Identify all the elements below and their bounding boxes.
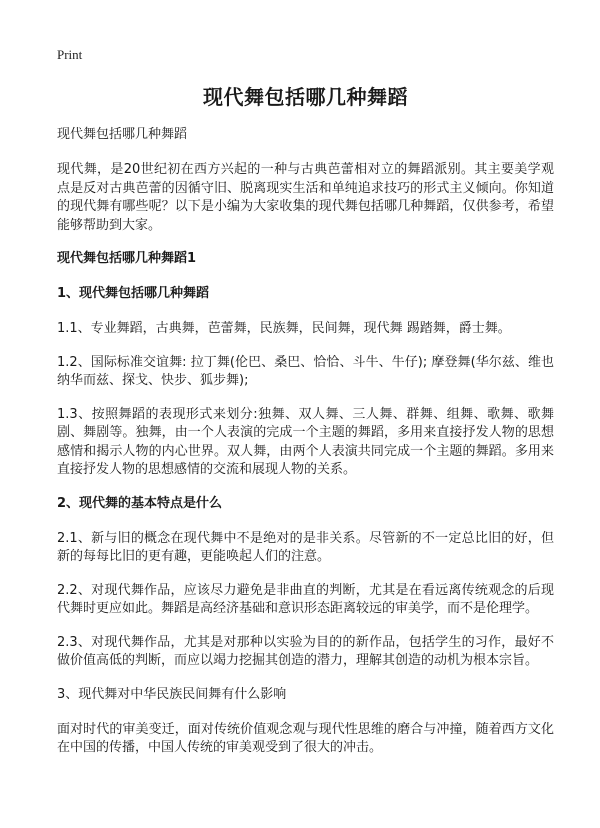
paragraph-1-3: 1.3、按照舞蹈的表现形式来划分:独舞、双人舞、三人舞、群舞、组舞、歌舞、歌舞剧、舞剧等。独舞，由一个人表演的完成一个主题的舞蹈，多用来直接抒发人物的思想感情和揭示人物的内心世界。双人舞，由两个人表演共同完成一个主题的舞蹈。多用来直接抒发人物的思想感情的交流和展现人物的关系。 [57, 406, 554, 477]
heading-folk-dance-influence: 3、现代舞对中华民族民间舞有什么影响 [57, 686, 287, 702]
print-link[interactable]: Print [57, 47, 83, 62]
paragraph-3: 面对时代的审美变迁，面对传统价值观念观与现代性思维的磨合与冲撞，随着西方文化在中国的传播，中国人传统的审美观受到了很大的冲击。 [57, 721, 554, 755]
section-title: 现代舞包括哪几种舞蹈1 [57, 251, 197, 266]
article-subtitle: 现代舞包括哪几种舞蹈 [57, 127, 188, 142]
paragraph-2-3: 2.3、对现代舞作品，尤其是对那种以实验为目的的新作品，包括学生的习作，最好不做价值高低的判断，而应以竭力挖掘其创造的潜力，理解其创造的动机为根本宗旨。 [57, 634, 554, 668]
paragraph-2-1: 2.1、新与旧的概念在现代舞中不是绝对的是非关系。尽管新的不一定总比旧的好，但新的每每比旧的更有趣，更能唤起人们的注意。 [57, 530, 554, 564]
paragraph-1-2: 1.2、国际标准交谊舞: 拉丁舞(伦巴、桑巴、恰恰、斗牛、牛仔); 摩登舞(华尔兹、维也纳华而兹、探戈、快步、狐步舞); [57, 354, 554, 388]
page-title: 现代舞包括哪几种舞蹈 [203, 85, 408, 109]
heading-basic-features: 2、现代舞的基本特点是什么 [57, 495, 223, 511]
paragraph-1-1: 1.1、专业舞蹈，古典舞，芭蕾舞，民族舞，民间舞，现代舞 踢踏舞，爵士舞。 [57, 321, 511, 336]
paragraph-2-2: 2.2、对现代舞作品，应该尽力避免是非曲直的判断，尤其是在看远离传统观念的后现代舞时更应如此。舞蹈是高经济基础和意识形态距离较远的审美学，而不是伦理学。 [57, 582, 554, 616]
intro-paragraph: 现代舞，是20世纪初在西方兴起的一种与古典芭蕾相对立的舞蹈派别。其主要美学观点是反对古典芭蕾的因循守旧、脱离现实生活和单纯追求技巧的形式主义倾向。你知道的现代舞有哪些呢？以下是小编为大家收集的现代舞包括哪几种舞蹈，仅供参考，希望能够帮助到大家。 [57, 162, 554, 233]
heading-dance-types: 1、现代舞包括哪几种舞蹈 [57, 286, 210, 301]
